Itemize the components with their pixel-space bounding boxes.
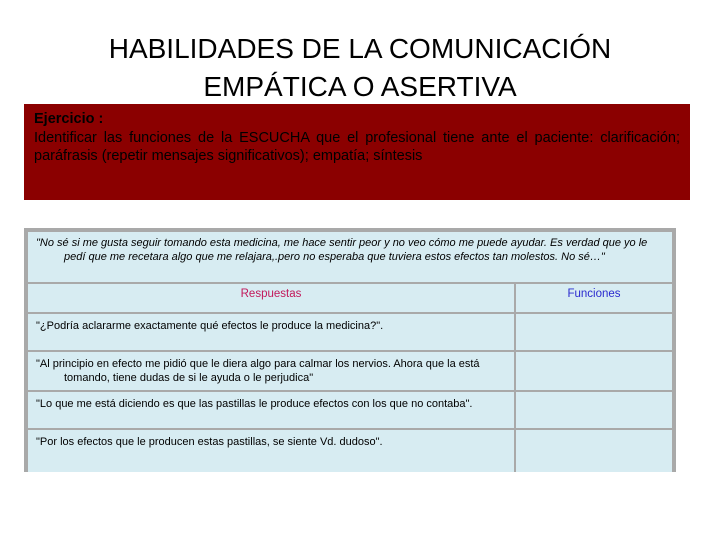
response-cell-1 xyxy=(28,314,514,350)
patient-quote-cell xyxy=(28,232,672,282)
functions-header: Funciones xyxy=(516,284,672,312)
response-text-3: "Lo que me está diciendo es que las pastillas le produce efectos con los que no contaba". xyxy=(36,398,473,410)
slide-title-line-1: HABILIDADES DE LA COMUNICACIÓN xyxy=(108,33,612,64)
function-cell-3[interactable] xyxy=(516,392,672,428)
exercise-instructions: Identificar las funciones de la ESCUCHA que el profesional tiene ante el paciente: clarificación; paráfrasis (repetir mensajes significativos); empatía; síntesis xyxy=(34,129,680,164)
function-cell-1[interactable] xyxy=(516,314,672,350)
response-text-4: "Por los efectos que le producen estas pastillas, se siente Vd. dudoso". xyxy=(36,436,383,448)
exercise-heading: Ejercicio : xyxy=(34,111,104,127)
response-text-1: "¿Podría aclararme exactamente qué efectos le produce la medicina?". xyxy=(36,320,384,332)
worksheet-table xyxy=(24,228,676,472)
function-cell-4[interactable] xyxy=(516,430,672,472)
response-cell-3 xyxy=(28,392,514,428)
patient-quote: "No sé si me gusta seguir tomando esta medicina, me hace sentir peor y no veo cómo me puede ayudar. Es verdad que yo le pedí que me recetara algo que me relajara,.pero no esperaba que tuviera estos efectos tan molestos. No sé…" xyxy=(36,237,648,263)
slide-title xyxy=(0,30,720,106)
slide-title-line-2: EMPÁTICA O ASERTIVA xyxy=(203,71,517,102)
function-cell-2[interactable] xyxy=(516,352,672,390)
exercise-box xyxy=(24,104,690,200)
response-cell-4 xyxy=(28,430,514,472)
response-cell-2 xyxy=(28,352,514,390)
response-text-2: "Al principio en efecto me pidió que le diera algo para calmar los nervios. Ahora que la está tomando, tiene dudas de si le ayuda o le perjudica" xyxy=(36,358,480,384)
responses-header: Respuestas xyxy=(28,284,514,312)
